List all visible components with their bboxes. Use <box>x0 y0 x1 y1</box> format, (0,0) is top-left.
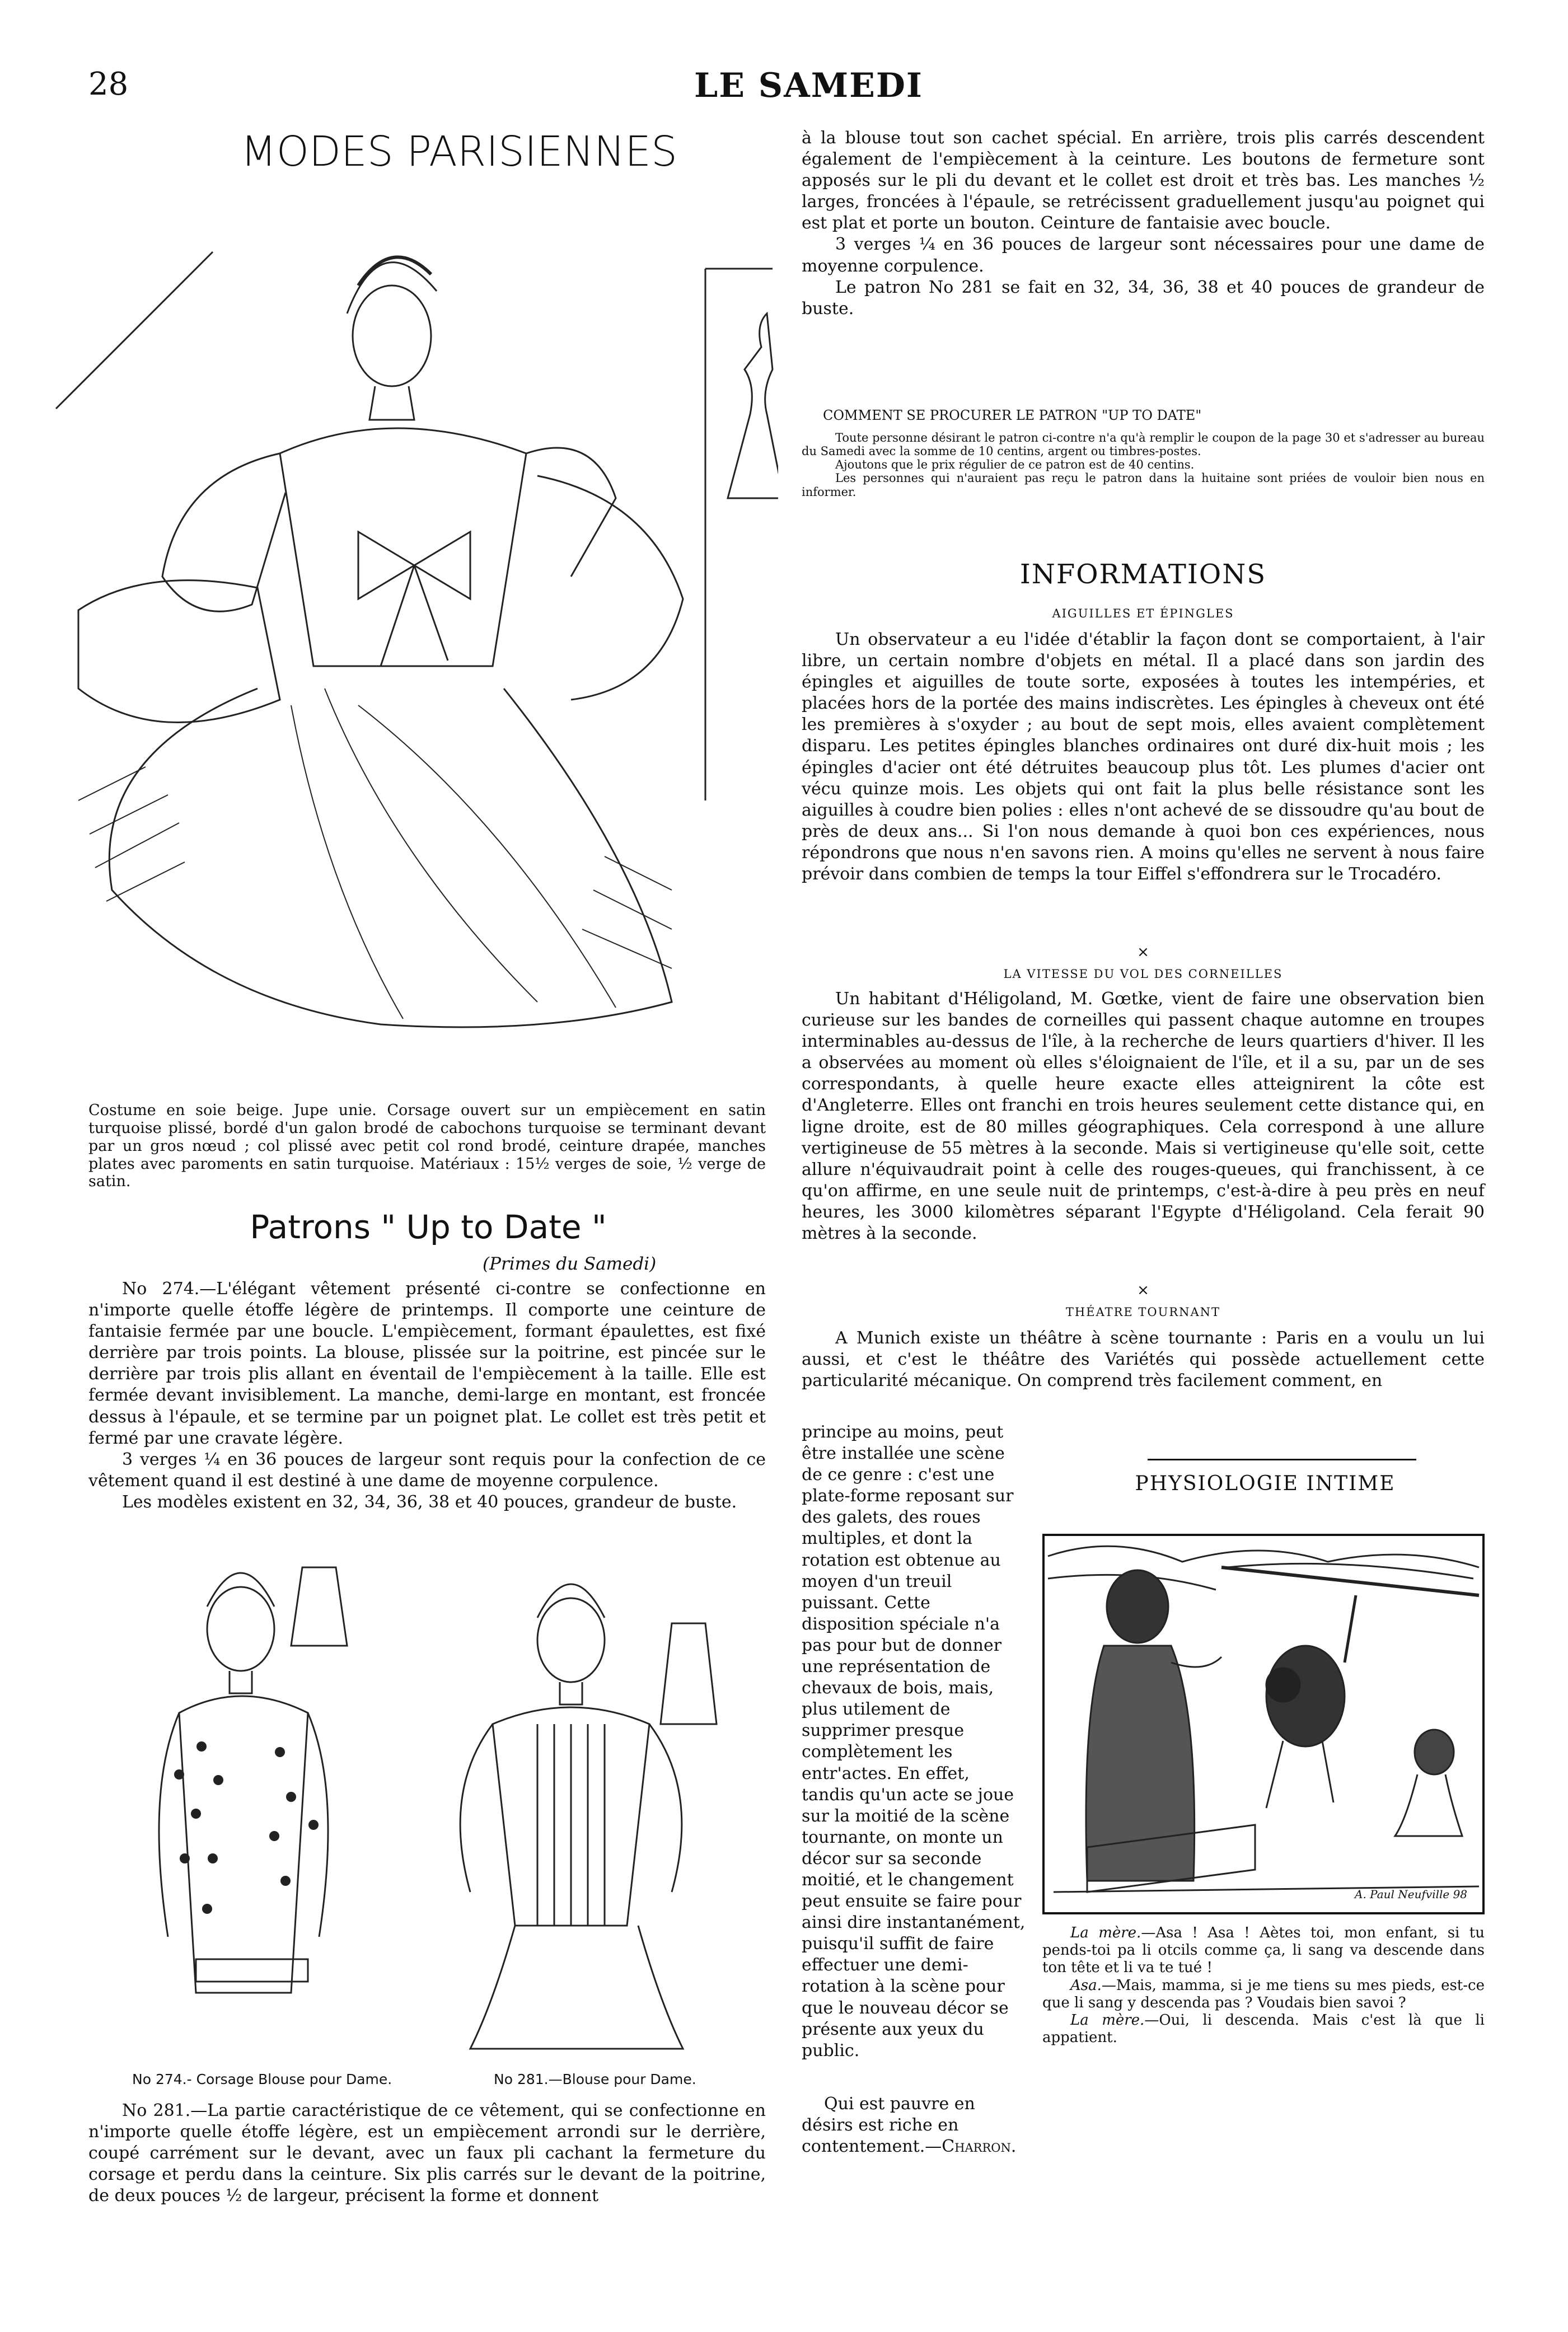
physiologie-rule <box>1148 1459 1416 1460</box>
howto-title: COMMENT SE PROCURER LE PATRON "UP TO DATE" <box>823 408 1202 423</box>
cartoon-signature: A. Paul Neufville 98 <box>1355 1888 1468 1901</box>
plate-caption: Costume en soie beige. Jupe unie. Corsage ouvert sur un empiècement en satin turquoise plissé, bordé d'un galon brodé de cabochons turquoise se terminant devant par un gros nœud ; col plissé avec petit col rond brodé, ceinture drapée, manches plates avec paroments en satin turquoise. Matériaux : 15½ verges de soie, ½ verge de satin. <box>88 1102 766 1191</box>
dialog-line <box>1042 1924 1485 1977</box>
subhead-theatre: THÉATRE TOURNANT <box>1065 1305 1221 1319</box>
figure-caption-281: No 281.—Blouse pour Dame. <box>494 2071 696 2087</box>
cartoon-dialog <box>1042 1924 1485 2047</box>
left-article-274 <box>88 1279 766 1513</box>
subhead-aiguilles: AIGUILLES ET ÉPINGLES <box>1052 607 1234 620</box>
speech: —Oui, li descenda. Mais c'est là que li appatient. <box>1042 2011 1485 2047</box>
separator: × <box>1137 944 1149 961</box>
paragraph: Les personnes qui n'auraient pas reçu le patron dans la huitaine sont priées de vouloir bien nous en informer. <box>802 471 1485 499</box>
article-theatre: A Munich existe un théâtre à scène tournante : Paris en a voulu un lui aussi, et c'est le théâtre des Variétés qui possède actuellement cette particularité mécanique. On comprend très facilement comment, en <box>802 1328 1485 1391</box>
page-number: 28 <box>88 66 129 102</box>
paragraph: à la blouse tout son cachet spécial. En arrière, trois plis carrés descendent également de l'empiècement à la ceinture. Les boutons de fermeture sont apposés sur le pli du devant et le collet est droit et très bas. Les manches ½ larges, froncées à l'épaule, se retrécissent graduellement jusqu'au poignet qui est plat et porte un bouton. Ceinture de fantaisie avec boucle. <box>802 128 1485 233</box>
quote-text: Qui est pauvre en désirs est riche en contentement.— <box>802 2094 975 2157</box>
paragraph: Ajoutons que le prix régulier de ce patron est de 40 centins. <box>835 458 1195 472</box>
paragraph: No 274.—L'élégant vêtement présenté ci-contre se confectionne en n'importe quelle étoffe légère de printemps. Il comporte une ceinture de fantaisie fermée par une boucle. L'empiècement, formant épaulettes, est fixé derrière par trois points. La blouse, plissée sur la poitrine, est pincée sur le derrière par trois plis allant en éventail de l'empiècement à la taille. Elle est fermée devant invisiblement. La manche, demi-large en montant, est froncée dessus à l'épaule, et se termine par un poignet plat. Le collet est très petit et fermé par une cravate légère. <box>88 1279 766 1448</box>
speaker: Asa. <box>1070 1977 1102 1994</box>
patterns-subtitle: (Primes du Samedi) <box>483 1254 657 1274</box>
paragraph: Toute personne désirant le patron ci-contre n'a qu'à remplir le coupon de la page 30 et s'adresser au bureau du Samedi avec la somme de 10 centins, argent ou timbres-postes. <box>802 431 1485 458</box>
physiologie-title: PHYSIOLOGIE INTIME <box>1135 1472 1396 1495</box>
patterns-title: Patrons " Up to Date " <box>250 1208 607 1246</box>
howto-box <box>802 431 1485 499</box>
article-theatre-column: principe au moins, peut être installée une scène de ce genre : c'est une plate-forme reposant sur des galets, des roues multiples, et dont la rotation est obtenue au moyen d'un treuil puissant. Cette disposition spéciale n'a pas pour but de donner une représentation de chevaux de bois, mais, plus utilement de supprimer presque complètement les entr'actes. En effet, tandis qu'un acte se joue sur la moitié de la scène tournante, on monte un décor sur sa seconde moitié, et le changement peut ensuite se faire pour ainsi dire instantanément, puisqu'il suffit de faire effectuer une demi-rotation à la scène pour que le nouveau décor se présente aux yeux du public. <box>802 1422 1026 2061</box>
separator: × <box>1137 1282 1149 1299</box>
section-title: MODES PARISIENNES <box>240 128 678 176</box>
blouse-figure-281 <box>425 1567 761 2060</box>
speaker: La mère. <box>1070 2011 1145 2029</box>
right-continuation <box>802 128 1485 320</box>
left-article-281: No 281.—La partie caractéristique de ce vêtement, qui se confectionne en n'importe quelle étoffe légère, est un empiècement arrondi sur le derrière, coupé carrément sur le devant, avec un faux pli cachant la fermeture du corsage et perdu dans la ceinture. Six plis carrés sur le devant de la poitrine, de deux pouces ½ de largeur, précisent la forme et donnent <box>88 2101 766 2206</box>
journal-title: LE SAMEDI <box>694 66 923 105</box>
paragraph: Le patron No 281 se fait en 32, 34, 36, 38 et 40 pouces de grandeur de buste. <box>802 277 1485 319</box>
cartoon-illustration <box>1042 1534 1485 1914</box>
paragraph: Les modèles existent en 32, 34, 36, 38 et 40 pouces, grandeur de buste. <box>122 1492 737 1512</box>
figure-caption-274: No 274.- Corsage Blouse pour Dame. <box>132 2071 392 2087</box>
article-corneilles: Un habitant d'Héligoland, M. Gœtke, vient de faire une observation bien curieuse sur les bandes de corneilles qui passent chaque automne en troupes interminables au-dessus de l'île, à la recherche de leurs quartiers d'hiver. Il les a observées au moment où elles s'éloignaient de l'île, et il a su, par un de ses correspondants, à quelle heure exacte elles atteignirent la côte est d'Angleterre. Elles ont franchi en trois heures seulement cette distance qui, en ligne droite, est de 80 milles géographiques. Cela correspond à une allure vertigineuse de 55 mètres à la seconde. Mais si vertigineuse qu'elle soit, cette allure n'équivaudrait point à celle des rouges-queues, qui franchissent, à ce qu'on affirme, en une seule nuit de printemps, c'est-à-dire à peu près en neuf heures, les 3000 kilomètres séparant l'Egypte d'Héligoland. Cela ferait 90 mètres à la seconde. <box>802 989 1485 1244</box>
speech: —Mais, mamma, si je me tiens su mes pieds, est-ce que li sang y descenda pas ? Voudais bien savoi ? <box>1042 1977 1485 2011</box>
dialog-line <box>1042 1977 1485 2012</box>
article-aiguilles: Un observateur a eu l'idée d'établir la façon dont se comportaient, à l'air libre, un certain nombre d'objets en métal. Il a placé dans son jardin des épingles et aiguilles de toute sorte, exposées à toutes les intempéries, et placées hors de la portée des mains indiscrètes. Les épingles à cheveux ont été les premières à s'oxyder ; au bout de sept mois, elles avaient complètement disparu. Les petites épingles blanches ordinaires ont duré dix-huit mois ; les épingles d'acier ont été détruites beaucoup plus tôt. Les plumes d'acier ont vécu quinze mois. Les objets qui ont fait la plus belle résistance sont les aiguilles à coudre bien polies : elles n'ont achevé de se dissoudre qu'au bout de près de deux ans... Si l'on nous demande à quoi bon ces expériences, nous répondrons que nous n'en savons rien. A moins qu'elles ne servent à nous faire prévoir dans combien de temps la tour Eiffel s'effondrera sur le Trocadéro. <box>802 630 1485 884</box>
quote-author: Charron. <box>942 2137 1017 2157</box>
dialog-line <box>1042 2012 1485 2047</box>
fashion-plate-illustration <box>45 185 778 1080</box>
quote <box>802 2094 1026 2157</box>
paragraph: 3 verges ¼ en 36 pouces de largeur sont requis pour la confection de ce vêtement quand il est destiné à une dame de moyenne corpulence. <box>88 1449 766 1491</box>
speaker: La mère. <box>1070 1924 1141 1941</box>
subhead-corneilles: LA VITESSE DU VOL DES CORNEILLES <box>1003 967 1283 981</box>
speech: —Asa ! Asa ! Aètes toi, mon enfant, si tu pends-toi pa li otcils comme ça, li sang va descende dans ton tête et li va te tué ! <box>1042 1924 1485 1977</box>
informations-title: INFORMATIONS <box>1019 559 1267 590</box>
blouse-figure-274 <box>146 1545 386 2060</box>
paragraph: 3 verges ¼ en 36 pouces de largeur sont nécessaires pour une dame de moyenne corpulence. <box>802 235 1485 276</box>
